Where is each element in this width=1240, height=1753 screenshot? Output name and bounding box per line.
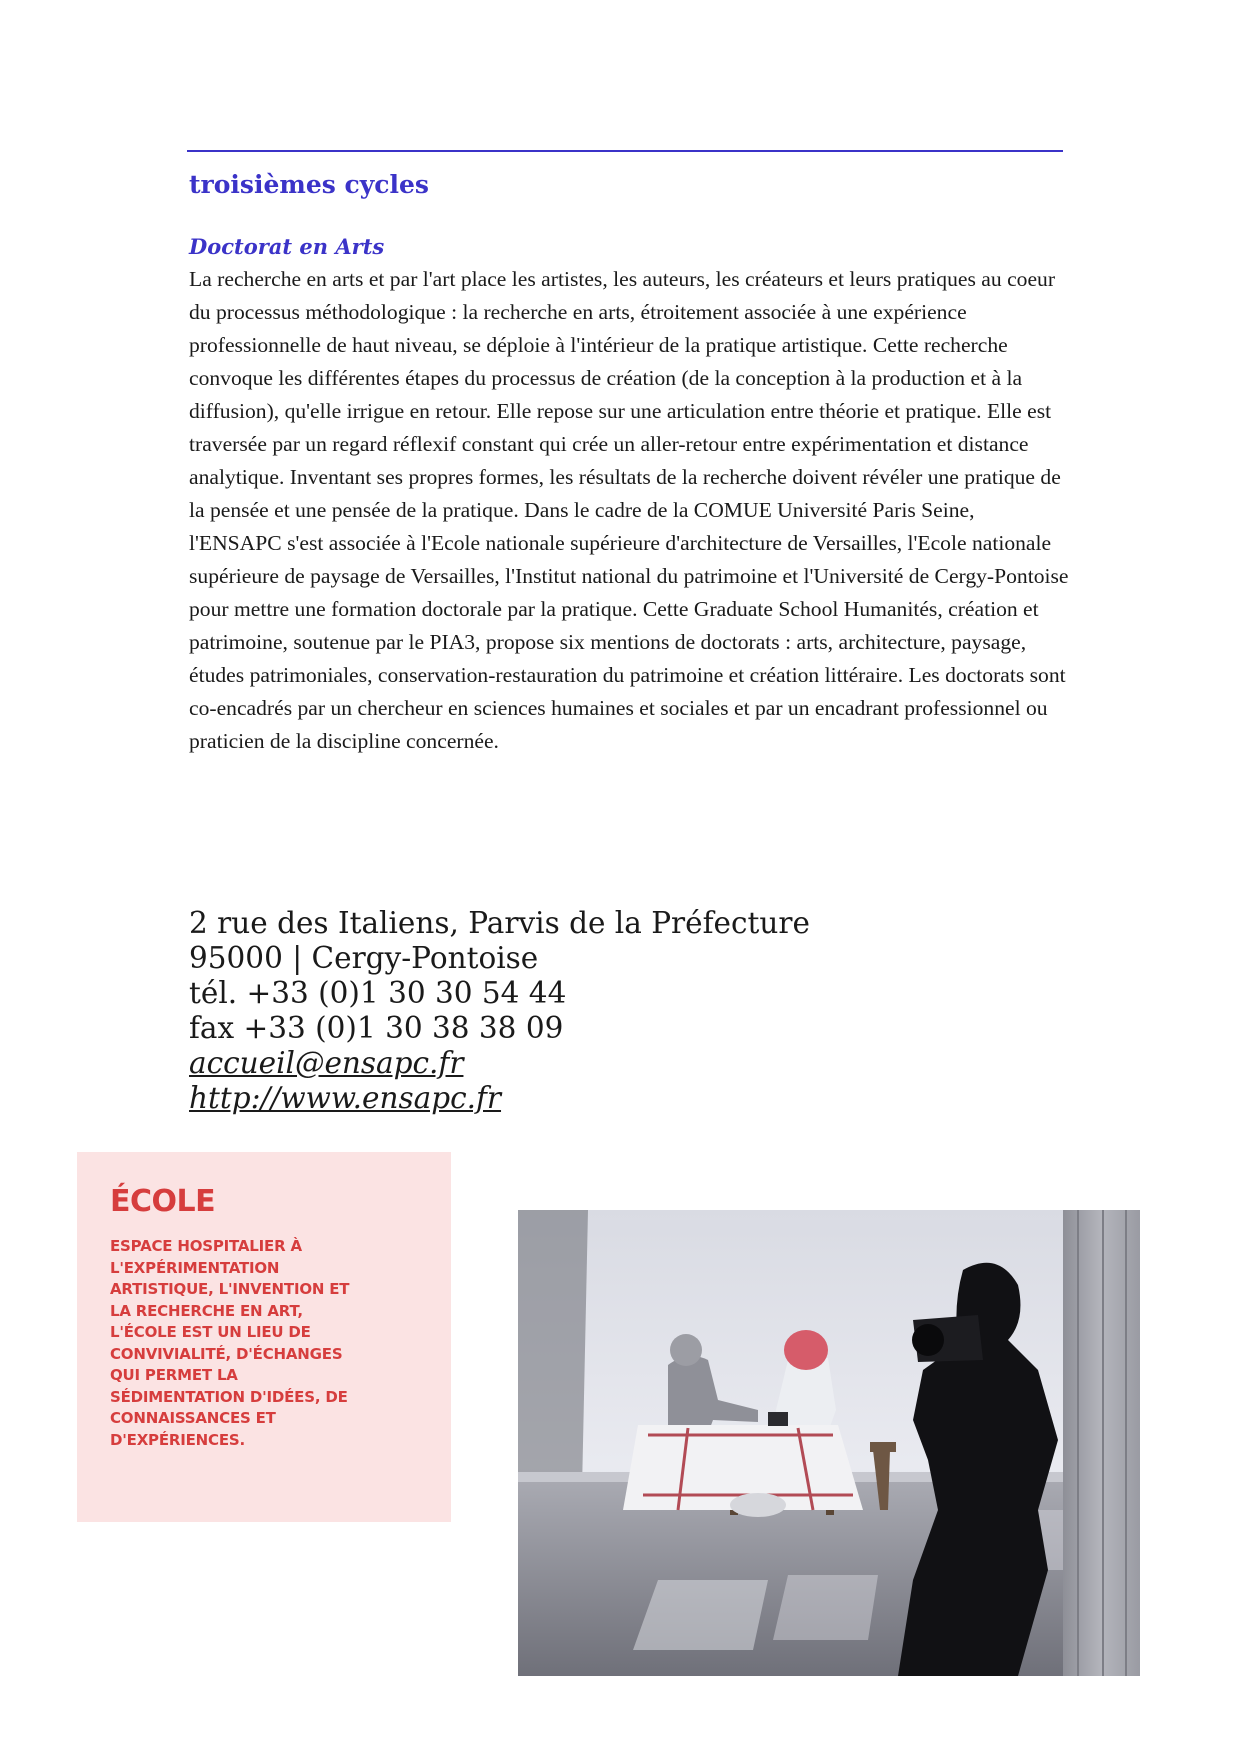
contact-city: 95000 | Cergy-Pontoise: [189, 941, 539, 975]
contact-address: 2 rue des Italiens, Parvis de la Préfecture: [189, 906, 810, 940]
ecole-panel: [77, 1152, 451, 1522]
performance-photo-illustration: [518, 1210, 1140, 1676]
contact-fax: fax +33 (0)1 30 38 38 09: [189, 1011, 564, 1045]
performance-photo: [518, 1210, 1140, 1676]
ecole-text: ESPACE HOSPITALIER À L'EXPÉRIMENTATION ARTISTIQUE, L'INVENTION ET LA RECHERCHE EN ART, L'ÉCOLE EST UN LIEU DE CONVIVIALITÉ, D'ÉCHANGES QUI PERMET LA SÉDIMENTATION D'IDÉES, DE CONNAISSANCES ET D'EXPÉRIENCES.: [110, 1237, 350, 1449]
contact-phone: tél. +33 (0)1 30 30 54 44: [189, 976, 567, 1010]
header-rule: [187, 150, 1063, 152]
program-description: La recherche en arts et par l'art place les artistes, les auteurs, les créateurs et leurs pratiques au coeur du processus méthodologique : la recherche en arts, étroitement associée à une expérience professionnelle de haut niveau, se déploie à l'intérieur de la pratique artistique. Cette recherche convoque les différentes étapes du processus de création (de la conception à la production et à la diffusion), qu'elle irrigue en retour. Elle repose sur une articulation entre théorie et pratique. Elle est traversée par un regard réflexif constant qui crée un aller-retour entre expérimentation et distance analytique. Inventant ses propres formes, les résultats de la recherche doivent révéler une pratique de la pensée et une pensée de la pratique. Dans le cadre de la COMUE Université Paris Seine, l'ENSAPC s'est associée à l'Ecole nationale supérieure d'architecture de Versailles, l'Ecole nationale supérieure de paysage de Versailles, l'Institut national du patrimoine et l'Université de Cergy-Pontoise pour mettre une formation doctorale par la pratique. Cette Graduate School Humanités, création et patrimoine, soutenue par le PIA3, propose six mentions de doctorats : arts, architecture, paysage, études patrimoniales, conservation-restauration du patrimoine et création littéraire. Les doctorats sont co-encadrés par un chercheur en sciences humaines et sociales et par un encadrant professionnel ou praticien de la discipline concernée.: [189, 267, 1069, 753]
website-link[interactable]: http://www.ensapc.fr: [189, 1081, 502, 1115]
contact-block: [189, 906, 889, 1116]
section-title: troisièmes cycles: [189, 170, 429, 199]
ecole-title: ÉCOLE: [110, 1184, 216, 1219]
program-title: Doctorat en Arts: [189, 234, 385, 259]
email-link[interactable]: accueil@ensapc.fr: [189, 1046, 464, 1080]
